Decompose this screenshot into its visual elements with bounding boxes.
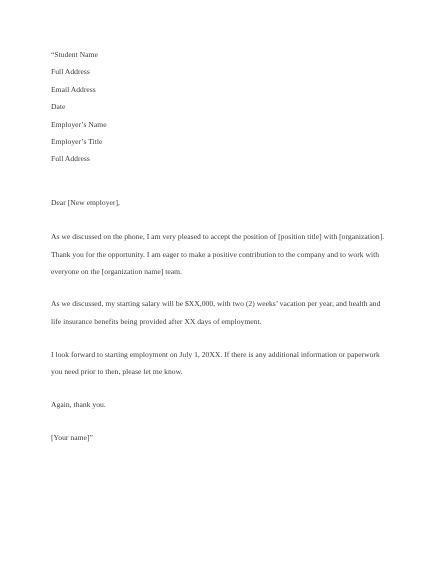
paragraph-1-line: As we discussed on the phone, I am very pleased to accept the position of [position title] with [organization]. bbox=[51, 232, 385, 241]
sender-address: Full Address bbox=[51, 67, 90, 76]
paragraph-1-line: Thank you for the opportunity. I am eager to make a positive contribution to the company and to work with bbox=[51, 250, 380, 259]
signature: [Your name]” bbox=[51, 433, 93, 442]
sender-name: “Student Name bbox=[51, 50, 98, 59]
employer-name: Employer’s Name bbox=[51, 120, 107, 129]
closing: Again, thank you. bbox=[51, 400, 106, 409]
paragraph-3-line: you need prior to then, please let me know. bbox=[51, 367, 183, 376]
paragraph-2-line: As we discussed, my starting salary will be $XX,000, with two (2) weeks’ vacation per year, and health and bbox=[51, 299, 381, 308]
salutation: Dear [New employer], bbox=[51, 198, 120, 207]
sender-email: Email Address bbox=[51, 85, 96, 94]
paragraph-1-line: everyone on the [organization name] team. bbox=[51, 267, 182, 276]
employer-address: Full Address bbox=[51, 154, 90, 163]
employer-title: Employer’s Title bbox=[51, 137, 103, 146]
paragraph-2-line: life insurance benefits being provided after XX days of employment. bbox=[51, 317, 262, 326]
letter-date: Date bbox=[51, 102, 66, 111]
paragraph-3-line: I look forward to starting employment on July 1, 20XX. If there is any additional information or paperwork bbox=[51, 350, 380, 359]
